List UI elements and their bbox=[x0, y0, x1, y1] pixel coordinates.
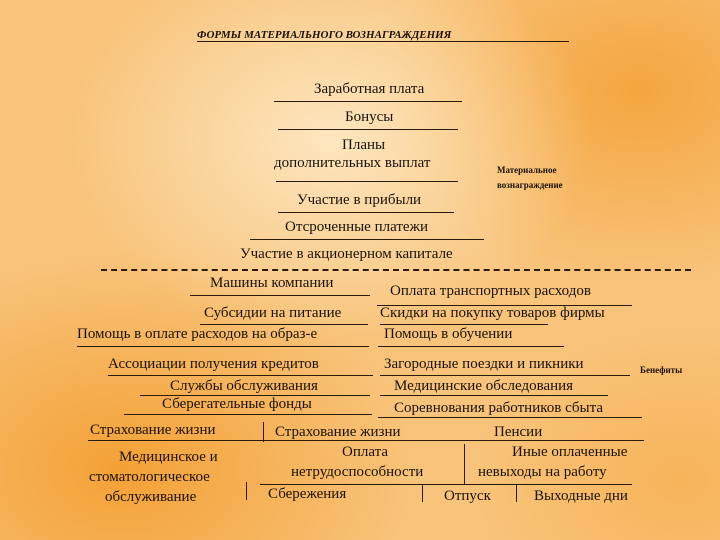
pensions-item: Пенсии bbox=[494, 424, 543, 440]
paid-absences-item-line1: Иные оплаченные bbox=[512, 444, 628, 460]
divider bbox=[260, 484, 472, 485]
column-divider bbox=[464, 444, 465, 484]
training-item: Помощь в обучении bbox=[384, 326, 513, 342]
divider bbox=[380, 324, 548, 325]
trips-item: Загородные поездки и пикники bbox=[384, 356, 584, 372]
dental-item-line1: Медицинское и bbox=[119, 449, 218, 465]
benefits-label: Бенефиты bbox=[640, 365, 683, 375]
page-title: ФОРМЫ МАТЕРИАЛЬНОГО ВОЗНАГРАЖДЕНИЯ bbox=[197, 29, 452, 41]
divider bbox=[264, 440, 644, 441]
plans-item-line1: Планы bbox=[342, 137, 386, 153]
column-divider bbox=[422, 484, 423, 502]
divider bbox=[200, 324, 368, 325]
food-subsidy-item: Субсидии на питание bbox=[204, 305, 342, 321]
profit-sharing-item: Участие в прибыли bbox=[297, 192, 422, 208]
divider bbox=[77, 346, 369, 347]
divider bbox=[472, 484, 632, 485]
material-label-line1: Материальное bbox=[497, 165, 557, 175]
plans-item-line2: дополнительных выплат bbox=[274, 155, 431, 171]
education-help-item: Помощь в оплате расходов на образ-е bbox=[77, 326, 318, 342]
divider bbox=[380, 375, 630, 376]
divider bbox=[278, 129, 458, 130]
bonuses-item: Бонусы bbox=[345, 109, 394, 125]
column-divider bbox=[516, 484, 517, 502]
section-separator bbox=[101, 269, 691, 271]
divider bbox=[88, 440, 264, 441]
divider bbox=[250, 239, 484, 240]
column-divider bbox=[263, 422, 264, 442]
credit-associations-item: Ассоциации получения кредитов bbox=[108, 356, 319, 372]
equity-item: Участие в акционерном капитале bbox=[240, 246, 453, 262]
disability-item-line1: Оплата bbox=[342, 444, 389, 460]
divider bbox=[276, 181, 458, 182]
medical-exams-item: Медицинские обследования bbox=[394, 378, 574, 394]
disability-item-line2: нетрудоспособности bbox=[291, 464, 424, 480]
paid-absences-item-line2: невыходы на работу bbox=[478, 464, 607, 480]
services-item: Службы обслуживания bbox=[170, 378, 318, 394]
life-insurance-item: Страхование жизни bbox=[90, 422, 216, 438]
savings-item: Сбережения bbox=[268, 486, 347, 502]
company-cars-item: Машины компании bbox=[210, 275, 334, 291]
sales-contests-item: Соревнования работников сбыта bbox=[394, 400, 604, 416]
divider bbox=[378, 346, 564, 347]
divider bbox=[108, 375, 373, 376]
divider bbox=[378, 417, 642, 418]
dental-item-line2: стоматологическое bbox=[89, 469, 210, 485]
material-label-line2: вознаграждение bbox=[497, 180, 563, 190]
divider bbox=[380, 395, 608, 396]
dental-item-line3: обслуживание bbox=[105, 489, 197, 505]
divider bbox=[190, 295, 370, 296]
divider bbox=[124, 414, 372, 415]
life-insurance-item-2: Страхование жизни bbox=[275, 424, 401, 440]
discounts-item: Скидки на покупку товаров фирмы bbox=[380, 305, 605, 321]
vacation-item: Отпуск bbox=[444, 488, 491, 504]
column-divider bbox=[246, 482, 247, 500]
transport-item: Оплата транспортных расходов bbox=[390, 283, 591, 299]
divider bbox=[278, 212, 454, 213]
salary-item: Заработная плата bbox=[314, 81, 425, 97]
deferred-payments-item: Отсроченные платежи bbox=[285, 219, 428, 235]
divider bbox=[274, 101, 462, 102]
days-off-item: Выходные дни bbox=[534, 488, 628, 504]
title-underline bbox=[197, 41, 569, 42]
savings-funds-item: Сберегательные фонды bbox=[162, 396, 312, 412]
